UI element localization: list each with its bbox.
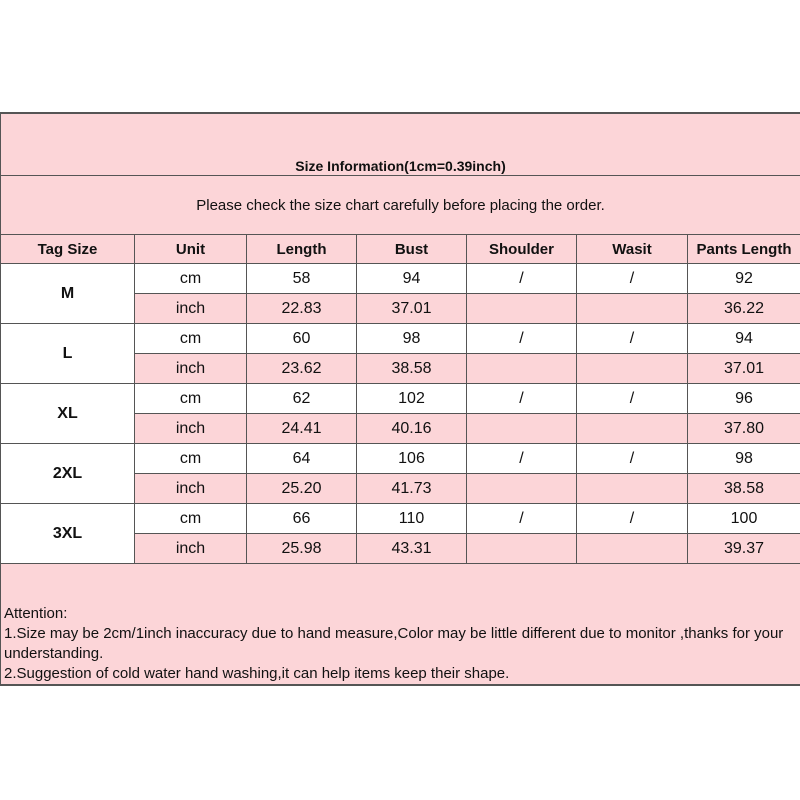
pants-length-cell: 94 — [688, 324, 800, 354]
order-notice: Please check the size chart carefully before placing the order. — [1, 176, 800, 235]
waist-cell — [577, 534, 688, 564]
shoulder-cell: / — [467, 504, 577, 534]
pants-length-cell: 96 — [688, 384, 800, 414]
waist-cell — [577, 354, 688, 384]
length-cell: 58 — [247, 264, 357, 294]
unit-cell: cm — [135, 444, 247, 474]
length-cell: 60 — [247, 324, 357, 354]
table-row — [1, 504, 800, 534]
waist-cell: / — [577, 384, 688, 414]
shoulder-cell — [467, 534, 577, 564]
header-unit: Unit — [135, 235, 247, 264]
waist-cell: / — [577, 504, 688, 534]
shoulder-cell — [467, 414, 577, 444]
unit-cell: inch — [135, 294, 247, 324]
waist-cell — [577, 414, 688, 444]
shoulder-cell: / — [467, 324, 577, 354]
attention-heading: Attention: — [4, 605, 68, 622]
length-cell: 66 — [247, 504, 357, 534]
header-length: Length — [247, 235, 357, 264]
bust-cell: 106 — [357, 444, 467, 474]
pants-length-cell: 37.80 — [688, 414, 800, 444]
pants-length-cell: 37.01 — [688, 354, 800, 384]
header-shoulder: Shoulder — [467, 235, 577, 264]
shoulder-cell: / — [467, 444, 577, 474]
header-waist: Wasit — [577, 235, 688, 264]
length-cell: 64 — [247, 444, 357, 474]
waist-cell: / — [577, 264, 688, 294]
pants-length-cell: 100 — [688, 504, 800, 534]
waist-cell — [577, 294, 688, 324]
table-row — [1, 324, 800, 354]
waist-cell: / — [577, 324, 688, 354]
unit-cell: cm — [135, 504, 247, 534]
length-cell: 23.62 — [247, 354, 357, 384]
tag-size-cell: 2XL — [1, 444, 135, 504]
shoulder-cell — [467, 474, 577, 504]
shoulder-cell — [467, 294, 577, 324]
header-tag-size: Tag Size — [1, 235, 135, 264]
bust-cell: 94 — [357, 264, 467, 294]
tag-size-cell: M — [1, 264, 135, 324]
bust-cell: 37.01 — [357, 294, 467, 324]
unit-cell: cm — [135, 384, 247, 414]
length-cell: 24.41 — [247, 414, 357, 444]
bust-cell: 41.73 — [357, 474, 467, 504]
unit-cell: cm — [135, 264, 247, 294]
pants-length-cell: 92 — [688, 264, 800, 294]
length-cell: 25.20 — [247, 474, 357, 504]
shoulder-cell: / — [467, 264, 577, 294]
pants-length-cell: 39.37 — [688, 534, 800, 564]
size-info-title: Size Information(1cm=0.39inch) — [1, 114, 800, 176]
bust-cell: 102 — [357, 384, 467, 414]
unit-cell: inch — [135, 534, 247, 564]
bust-cell: 110 — [357, 504, 467, 534]
unit-cell: inch — [135, 414, 247, 444]
tag-size-cell: 3XL — [1, 504, 135, 564]
header-pants-length: Pants Length — [688, 235, 800, 264]
length-cell: 62 — [247, 384, 357, 414]
pants-length-cell: 36.22 — [688, 294, 800, 324]
bust-cell: 40.16 — [357, 414, 467, 444]
unit-cell: inch — [135, 354, 247, 384]
bust-cell: 98 — [357, 324, 467, 354]
unit-cell: inch — [135, 474, 247, 504]
size-chart — [0, 112, 800, 686]
pants-length-cell: 38.58 — [688, 474, 800, 504]
attention-notes — [1, 564, 800, 685]
pants-length-cell: 98 — [688, 444, 800, 474]
table-row — [1, 444, 800, 474]
bust-cell: 38.58 — [357, 354, 467, 384]
tag-size-cell: L — [1, 324, 135, 384]
size-table — [0, 113, 800, 685]
waist-cell — [577, 474, 688, 504]
header-bust: Bust — [357, 235, 467, 264]
attention-line-1: 1.Size may be 2cm/1inch inaccuracy due to hand measure,Color may be little different due to monitor ,thanks for your understanding. — [4, 625, 784, 662]
length-cell: 25.98 — [247, 534, 357, 564]
table-row — [1, 264, 800, 294]
bust-cell: 43.31 — [357, 534, 467, 564]
waist-cell: / — [577, 444, 688, 474]
shoulder-cell: / — [467, 384, 577, 414]
unit-cell: cm — [135, 324, 247, 354]
attention-line-2: 2.Suggestion of cold water hand washing,it can help items keep their shape. — [4, 665, 510, 682]
length-cell: 22.83 — [247, 294, 357, 324]
shoulder-cell — [467, 354, 577, 384]
tag-size-cell: XL — [1, 384, 135, 444]
table-row — [1, 384, 800, 414]
